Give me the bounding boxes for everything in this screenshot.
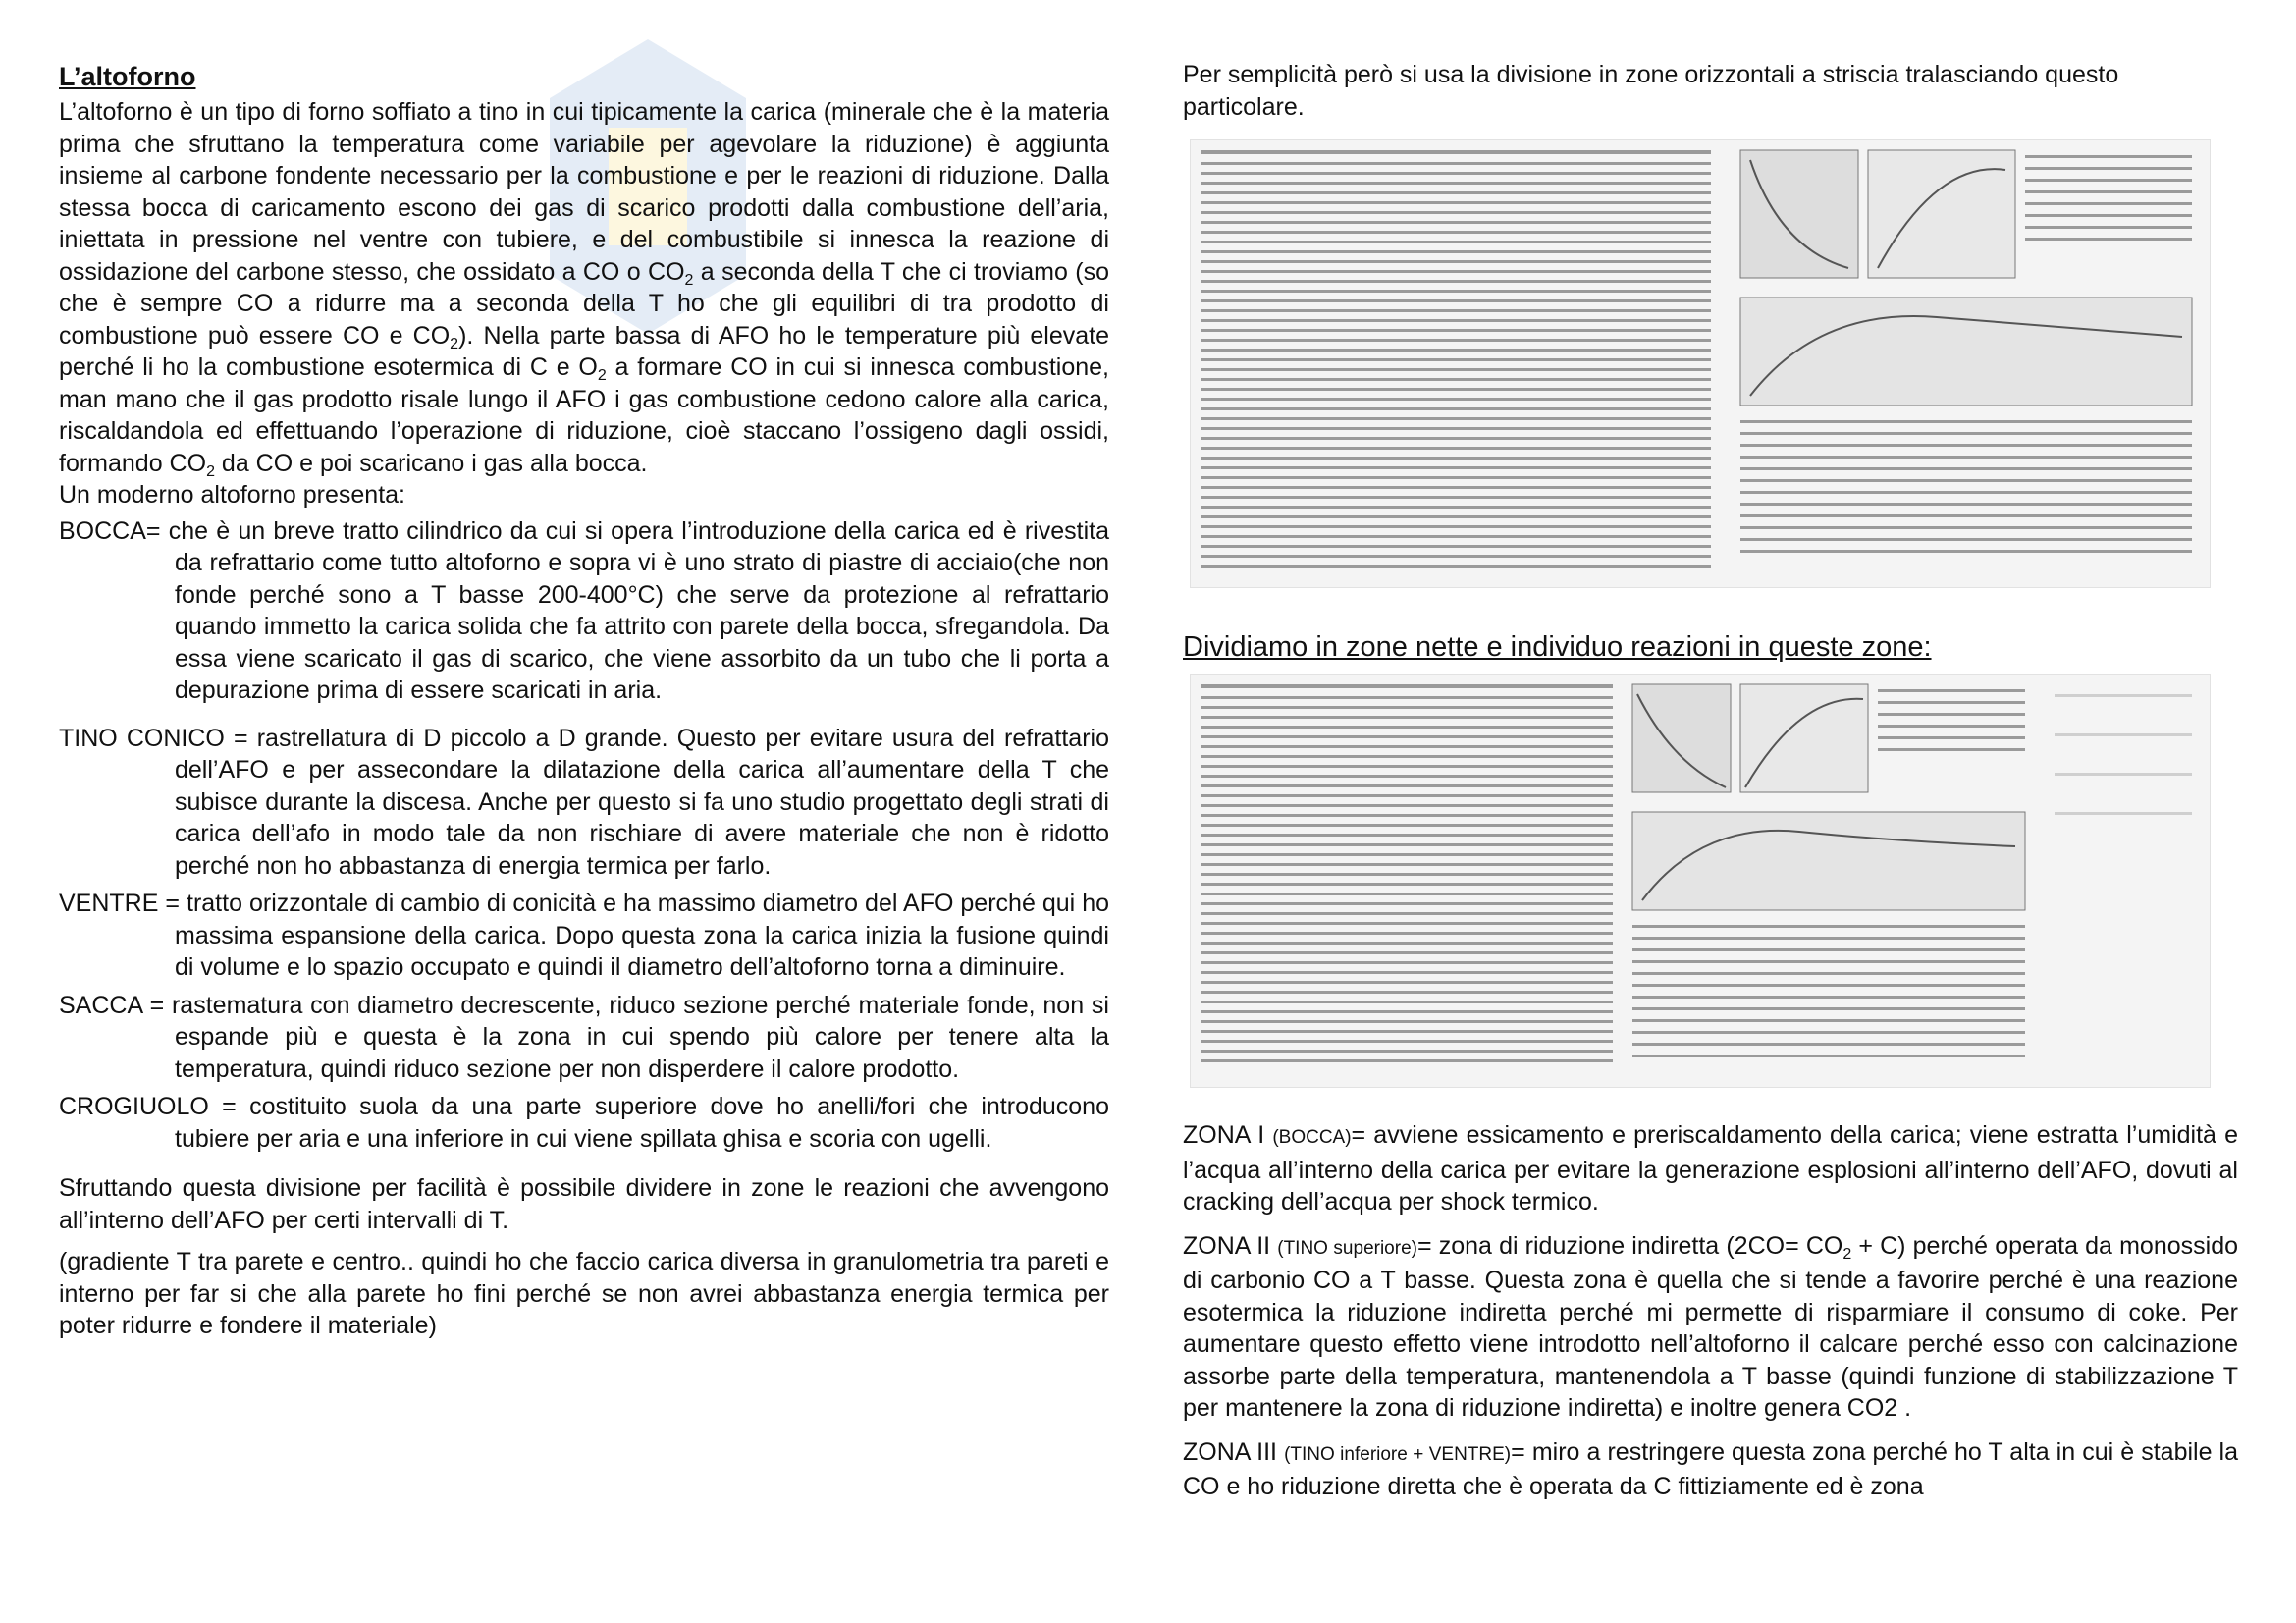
zona-2: ZONA II (TINO superiore)= zona di riduzione indiretta $(2CO= CO_2 + C)$ perché operata da monossido di carbonio CO a T basse. Questa zona è quella che si tende a favorire perché è una reazione esotermica la riduzione indiretta perché mi permette di risparmiare il consumo di coke. Per aumentare questo effetto viene introdotto nell’altoforno il calcare perché esso con calcinazione assorbe parte della temperatura, mantenendola a T basse (quindi funzione di stabilizzazione T per mantenere la zona di riduzione indiretta) e inoltre genera CO2 . [1183, 1231, 2238, 1422]
semplicita-paragraph: Per semplicità però si usa la divisione in zone orizzontali a striscia tralasciando questo particolare. [1183, 61, 2119, 121]
sfruttando-paragraph: Sfruttando questa divisione per facilità è possibile dividere in zone le reazioni che avvengono all’interno dell’AFO per certi intervalli di T. [59, 1174, 1109, 1234]
modern-intro: Un moderno altoforno presenta: [59, 481, 405, 509]
section-heading: Dividiamo in zone nette e individuo reazioni in queste zone: [1183, 631, 1932, 663]
definition-bocca: BOCCA= che è un breve tratto cilindrico da cui si opera l’introduzione della carica ed è rivestita da refrattario come tutto altoforno e sopra vi è uno strato di piastre di acciaio(che non fonde perché sono a T basse 200-400°C) che serve da protezione al refrattario quando immetto la carica solida che fa attrito con parete della bocca, sfregandola. Da essa viene scaricato il gas di scarico, che viene assorbito da un tubo che li porta a depurazione prima di essere scaricati in aria. [59, 516, 1109, 704]
gradiente-paragraph: (gradiente T tra parete e centro.. quindi ho che faccio carica diversa in granulometria tra pareti e interno per far si che alla parete ho fini perché se non avrei abbastanza energia termica per poter ridurre e fondere il materiale) [59, 1248, 1109, 1339]
zones-block [1183, 1119, 2238, 1503]
right-column [1183, 59, 2238, 123]
intro-paragraph: L’altoforno è un tipo di forno soffiato a tino in cui tipicamente la carica (minerale che è la materia prima che sfruttano la temperatura come variabile per agevolare la riduzione) è aggiunta insieme al carbone fondente necessario per la combustione e per le reazioni di riduzione. Dalla stessa bocca di caricamento escono dei gas di scarico prodotti dalla combustione dell’aria, iniettata in pressione nel ventre con tubiere, e del combustibile si innesca la reazione di ossidazione del carbone stesso, che ossidato a CO o $CO_2$ a seconda della T che ci troviamo (so che è sempre CO a ridurre ma a seconda della T ho che gli equilibri di tra prodotto di combustione può essere CO e $CO_2$). Nella parte bassa di AFO ho le temperature più elevate perché li ho la combustione esotermica di C e $O_2$ a formare CO in cui si innesca combustione, man mano che il gas prodotto risale lungo il AFO i gas combustione cedono calore alla carica, riscaldandola ed effettuando l’operazione di riduzione, cioè staccano l’ossigeno dagli ossidi, formando $CO_2$ da CO e poi scaricano i gas alla bocca. [59, 98, 1110, 480]
zona-1: ZONA I (BOCCA)= avviene essicamento e preriscaldamento della carica; viene estratta l’umidità e l’acqua all’interno della carica per evitare la generazione esplosioni all’interno dell’AFO, dovuti al cracking dell’acqua per shock termico. [1183, 1121, 2238, 1216]
zona-3: ZONA III (TINO inferiore + VENTRE)= miro a restringere questa zona perché ho T alta in cui è stabile la CO e ho riduzione diretta che è operata da C fittiziamente ed è zona [1183, 1437, 2239, 1500]
scanned-page-thumbnail-1 [1190, 139, 2211, 588]
definition-crogiuolo: CROGIUOLO = costituito suola da una parte superiore dove ho anelli/fori che introducono tubiere per aria e una inferiore in cui viene spillata ghisa e scoria con ugelli. [59, 1093, 1109, 1153]
definition-sacca: SACCA = rastematura con diametro decrescente, riduco sezione perché materiale fonde, non si espande più e questa è la zona in cui spendo più calore per tenere alta la temperatura, quindi riduco sezione per non disperdere il calore prodotto. [59, 991, 1109, 1083]
definition-ventre: VENTRE = tratto orizzontale di cambio di conicità e ha massimo diametro del AFO perché qui ho massima espansione della carica. Dopo questa zona la carica inizia la fusione quindi di volume e lo spazio occupato e quindi il diametro dell’altoforno torna a diminuire. [59, 890, 1109, 981]
definition-tino-conico: TINO CONICO = rastrellatura di D piccolo a D grande. Questo per evitare usura del refrattario dell’AFO e per assecondare la dilatazione della carica all’aumentare della T che subisce durante la discesa. Anche per questo si fa uno studio progettato degli strati di carica dell’afo in modo tale da non rischiare di avere materiale che non è ridotto perché non ho abbastanza di energia termica per farlo. [59, 724, 1109, 880]
left-column [59, 59, 1109, 1342]
right-heading-block [1183, 628, 2238, 666]
document-title: L’altoforno [59, 62, 196, 91]
scanned-page-thumbnail-2 [1190, 674, 2211, 1088]
